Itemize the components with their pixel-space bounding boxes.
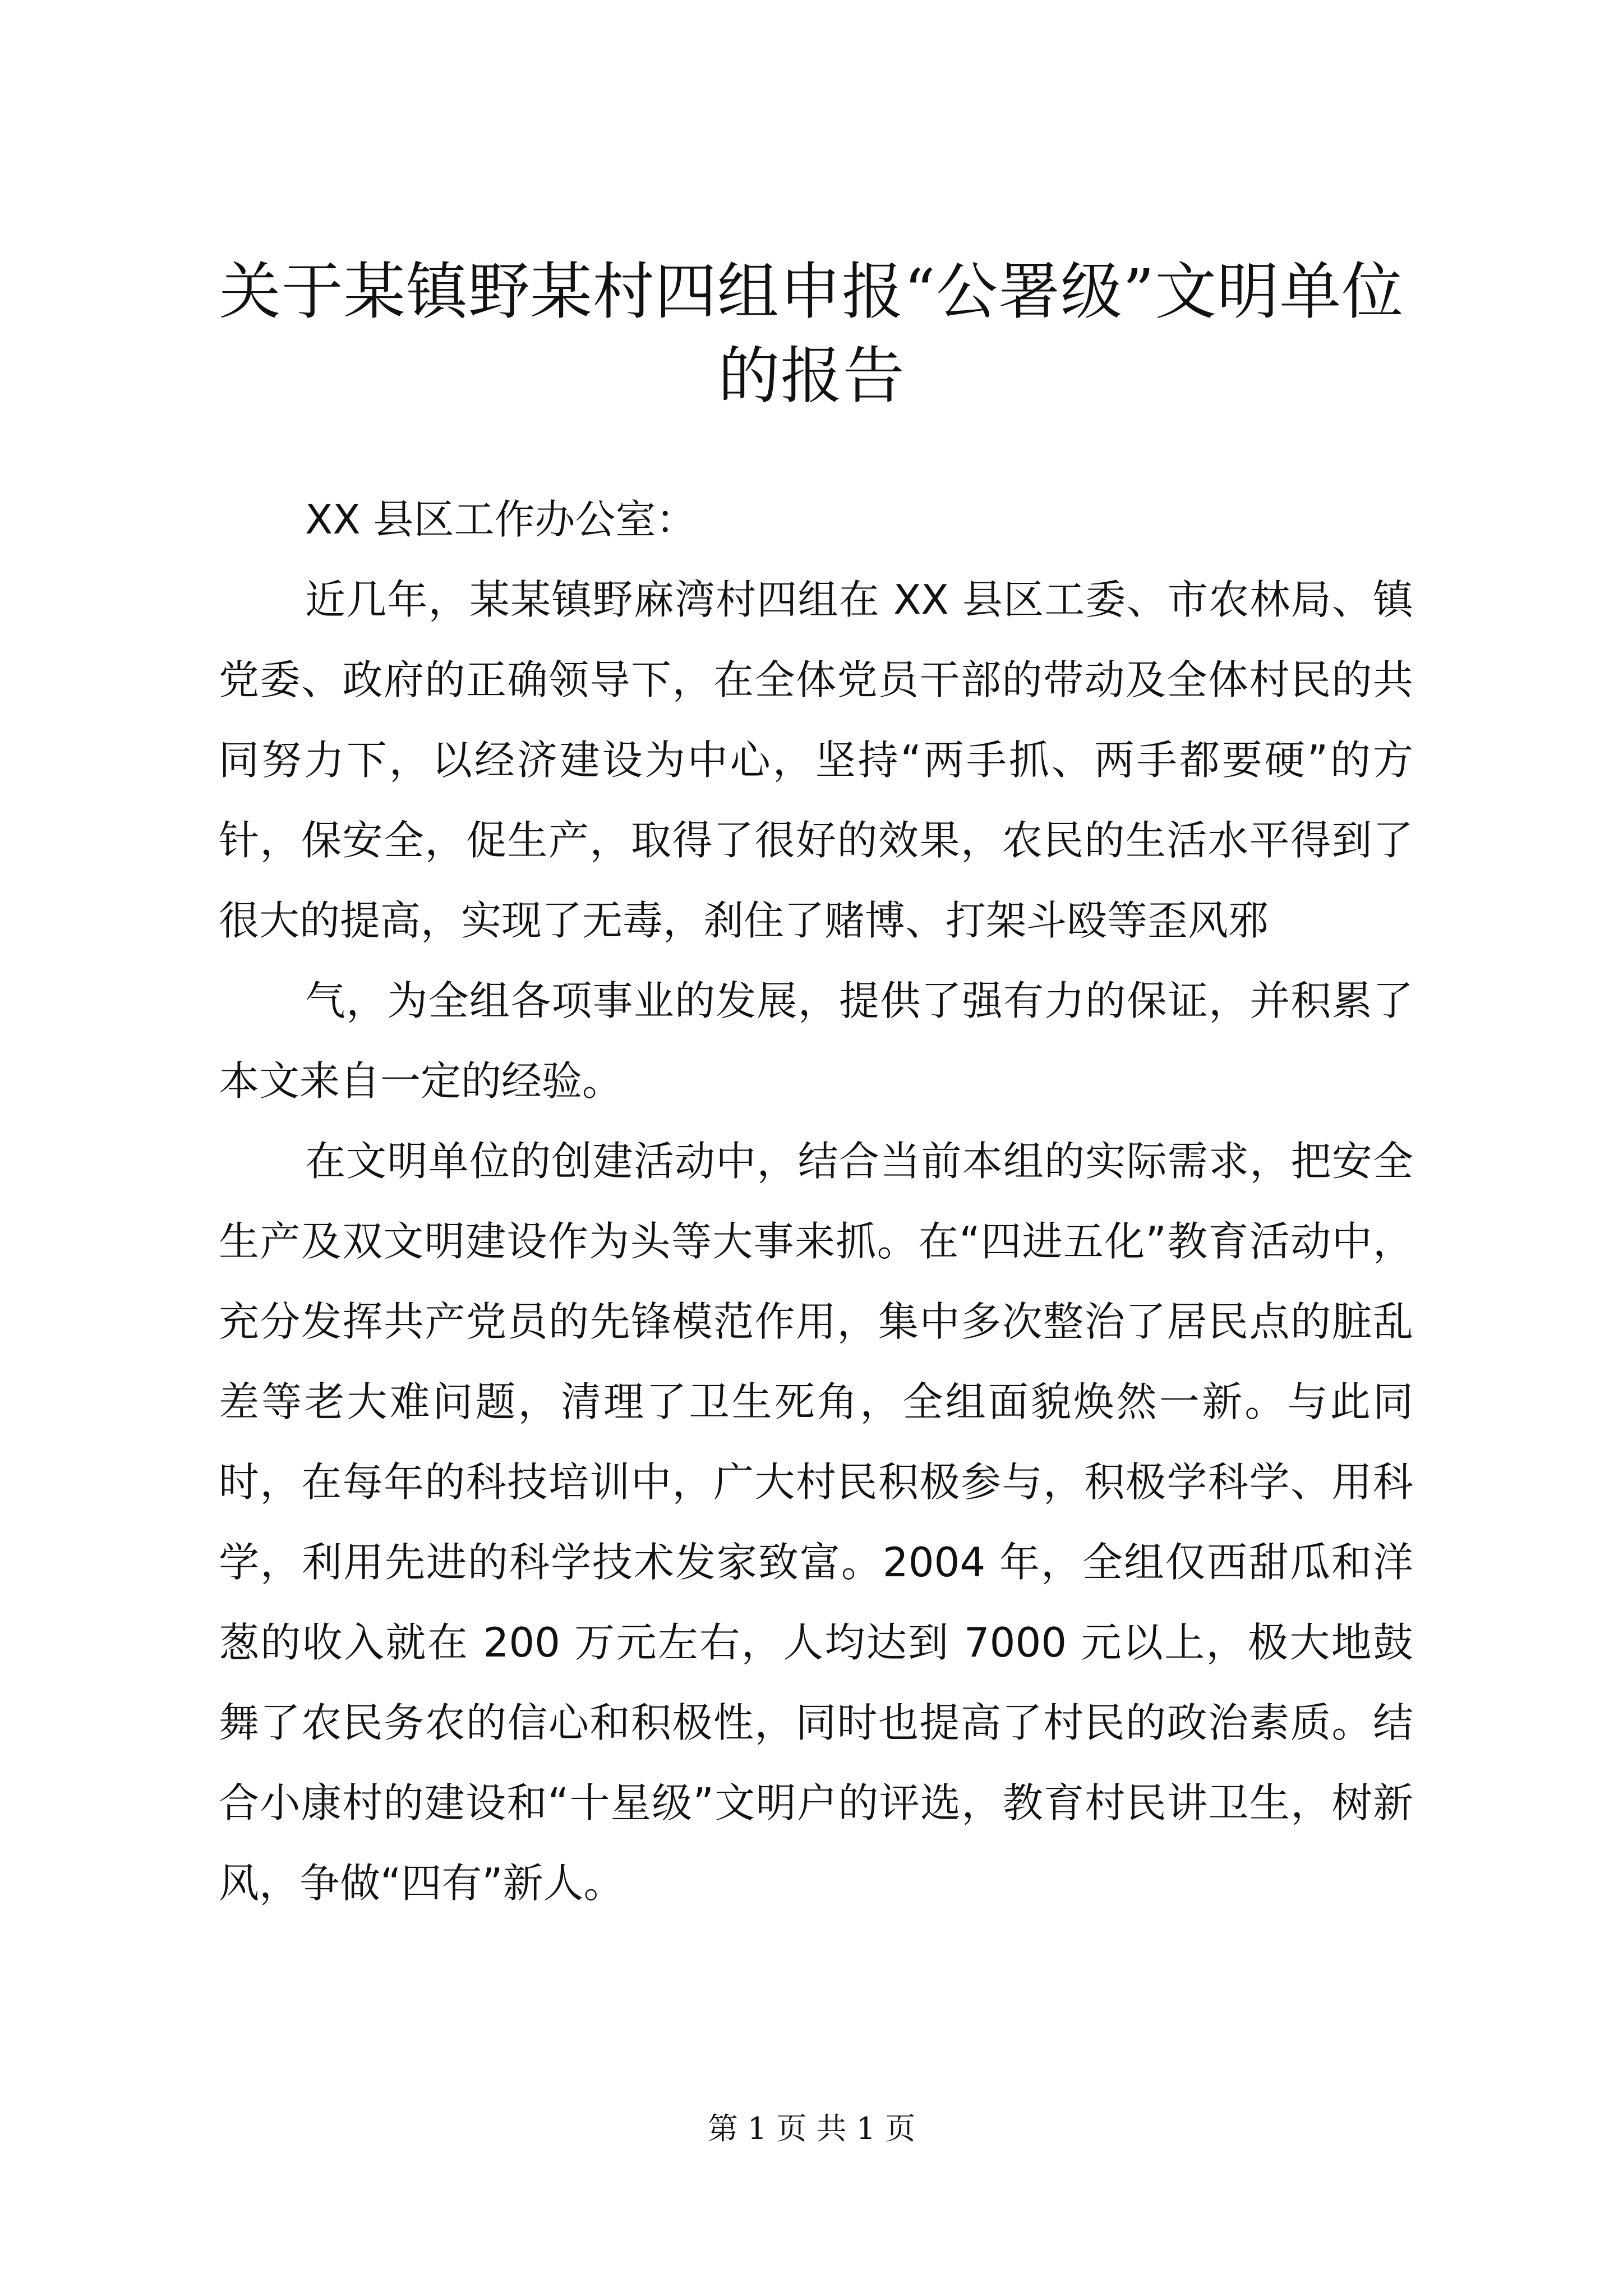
document-body xyxy=(219,480,1413,1924)
salutation: XX 县区工作办公室： xyxy=(305,496,697,543)
paragraph-2: 气，为全组各项事业的发展，提供了强有力的保证，并积累了本文来自一定的经验。 xyxy=(219,977,1413,1105)
paragraph-3: 在文明单位的创建活动中，结合当前本组的实际需求，把安全生产及双文明建设作为头等大事来抓。在“四进五化”教育活动中，充分发挥共产党员的先锋模范作用，集中多次整治了居民点的脏乱差等老大难问题，清理了卫生死角，全组面貌焕然一新。与此同时，在每年的科技培训中，广大村民积极参与，积极学科学、用科学，利用先进的科学技术发家致富。2004 年，全组仅西甜瓜和洋葱的收入就在 200 万元左右，人均达到 7000 元以上，极大地鼓舞了农民务农的信心和积极性，同时也提高了村民的政治素质。结合小康村的建设和“十星级”文明户的评选，教育村民讲卫生，树新风，争做“四有”新人。 xyxy=(219,1138,1413,1907)
paragraph-1: 近几年，某某镇野麻湾村四组在 XX 县区工委、市农林局、镇党委、政府的正确领导下，在全体党员干部的带动及全体村民的共同努力下，以经济建设为中心，坚持“两手抓、两手都要硬”的方针，保安全，促生产，取得了很好的效果，农民的生活水平得到了很大的提高，实现了无毒，刹住了赌博、打架斗殴等歪风邪 xyxy=(219,576,1413,944)
document-title: 关于某镇野某村四组申报“公署级”文明单位的报告 xyxy=(219,256,1404,412)
page-footer: 第 1 页 共 1 页 xyxy=(707,2111,916,2146)
